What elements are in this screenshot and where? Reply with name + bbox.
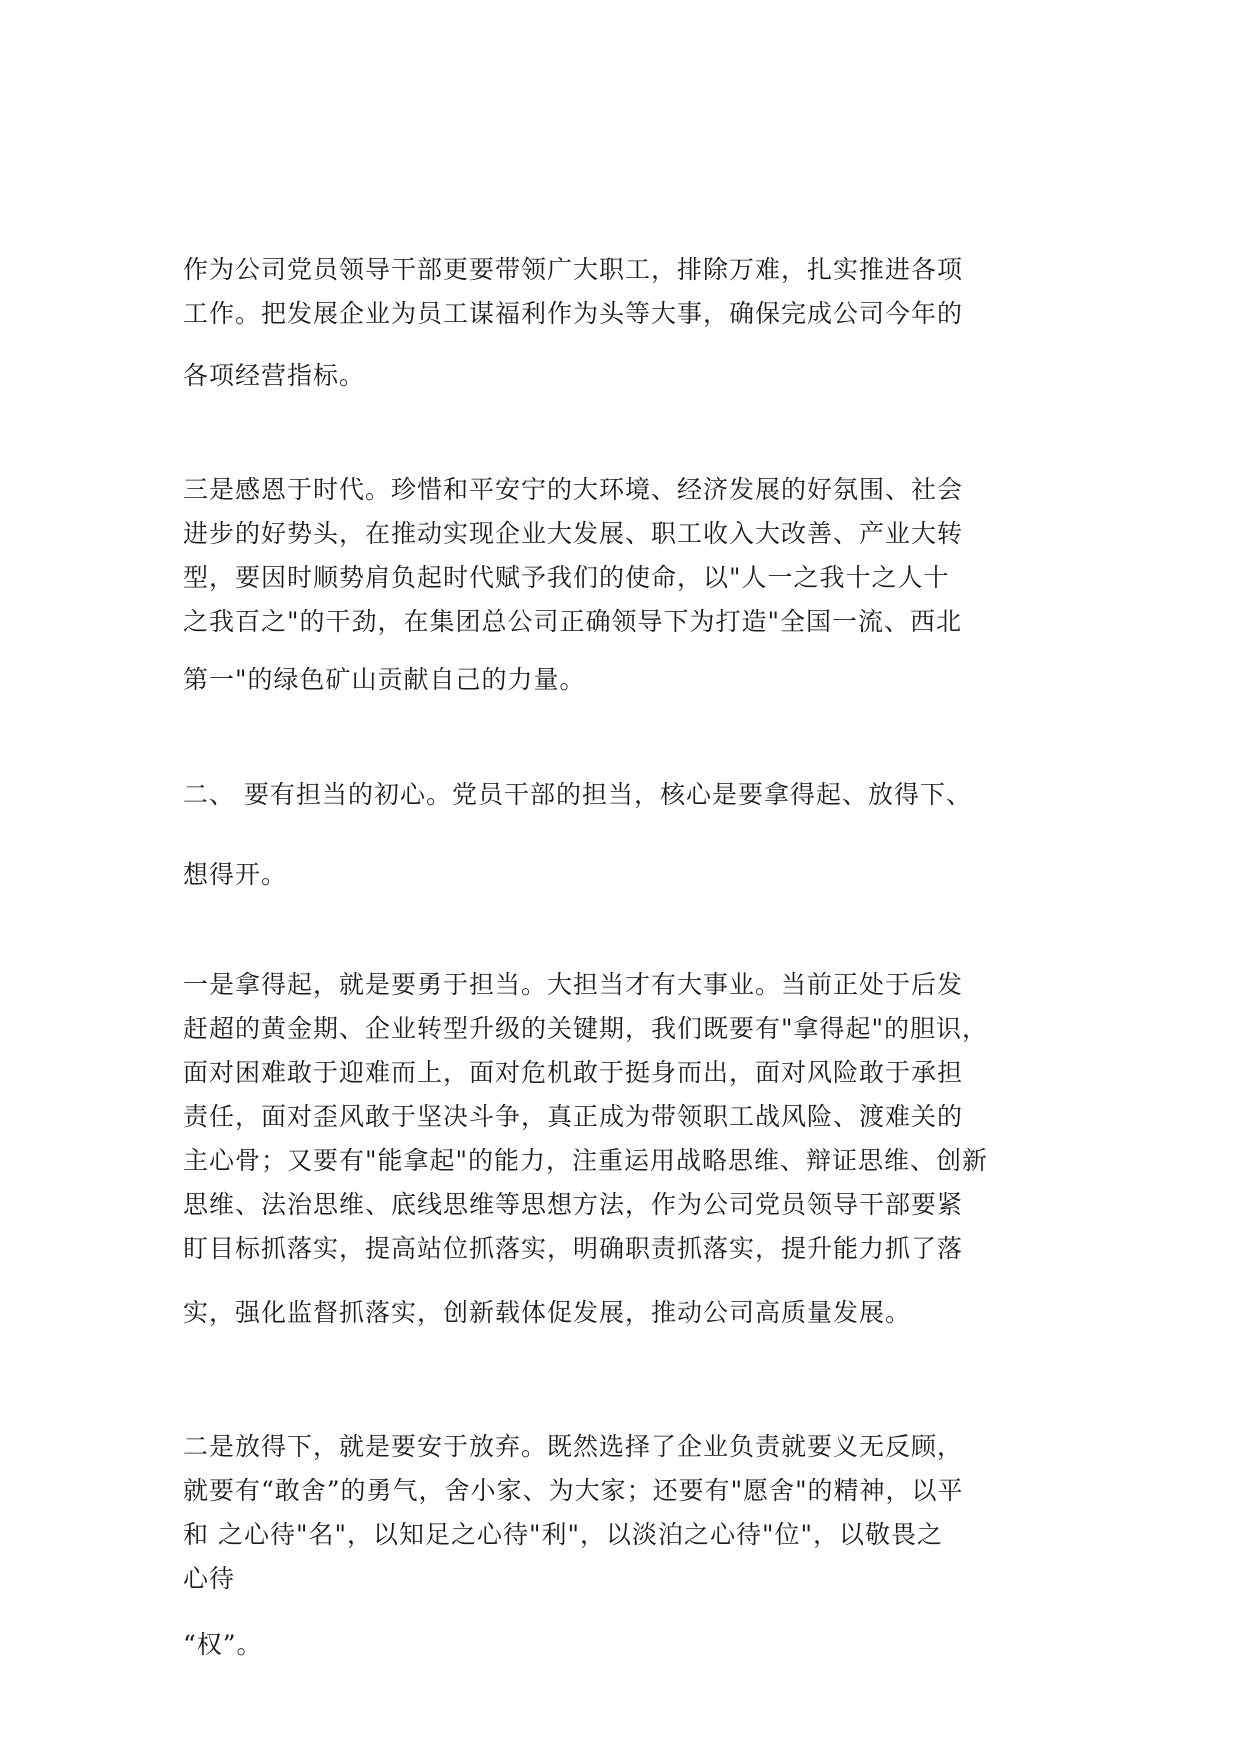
text-line: 一是拿得起，就是要勇于担当。大担当才有大事业。当前正处于后发 [183,970,964,999]
text-line: 面对困难敢于迎难而上，面对危机敢于挺身而出，面对风险敢于承担 [183,1058,964,1087]
text-line: 工作。把发展企业为员工谋福利作为头等大事，确保完成公司今年的 [183,299,964,328]
paragraph-leadership-work [183,248,1083,398]
paragraph-gratitude-to-era [183,468,1083,702]
text-line: 第一"的绿色矿山贡献自己的力量。 [183,665,586,694]
text-line: 进步的好势头，在推动实现企业大发展、职工收入大改善、产业大转 [183,519,964,548]
text-line: 之我百之"的干劲，在集团总公司正确领导下为打造"全国一流、西北 [183,607,963,636]
section-heading-responsibility [183,773,1083,897]
text-line: 二是放得下，就是要安于放弃。既然选择了企业负责就要义无反顾， [183,1432,964,1461]
text-line: 各项经营指标。 [183,361,366,390]
text-line: 三是感恩于时代。珍惜和平安宁的大环境、经济发展的好氛围、社会 [183,475,964,504]
text-line: 盯目标抓落实，提高站位抓落实，明确职责抓落实，提升能力抓了落 [183,1234,964,1263]
text-line: 赶超的黄金期、企业转型升级的关键期，我们既要有"拿得起"的胆识， [183,1014,989,1043]
text-line: 作为公司党员领导干部更要带领广大职工，排除万难，扎实推进各项 [183,255,964,284]
text-line: 心待 [183,1564,236,1593]
text-line: 二、 要有担当的初心。党员干部的担当，核心是要拿得起、放得下、 [183,780,972,809]
text-line: 思维、法治思维、底线思维等思想方法，作为公司党员领导干部要紧 [183,1190,964,1219]
text-line: 型，要因时顺势肩负起时代赋予我们的使命，以"人一之我十之人十 [183,563,950,592]
text-line: 责任，面对歪风敢于坚决斗争，真正成为带领职工战风险、渡难关的 [183,1102,964,1131]
paragraph-take-up [183,963,1083,1335]
text-line: 实，强化监督抓落实，创新载体促发展，推动公司高质量发展。 [183,1298,912,1327]
text-line: “权”。 [183,1630,263,1659]
text-line: 想得开。 [183,860,288,889]
text-line: 就要有“敢舍”的勇气，舍小家、为大家；还要有"愿舍"的精神，以平 [183,1476,964,1505]
text-line: 主心骨；又要有"能拿起"的能力，注重运用战略思维、辩证思维、创新 [183,1146,989,1175]
text-line: 和 之心待"名"，以知足之心待"利"，以淡泊之心待"位"，以敬畏之 [183,1520,943,1549]
paragraph-let-go [183,1425,1083,1667]
